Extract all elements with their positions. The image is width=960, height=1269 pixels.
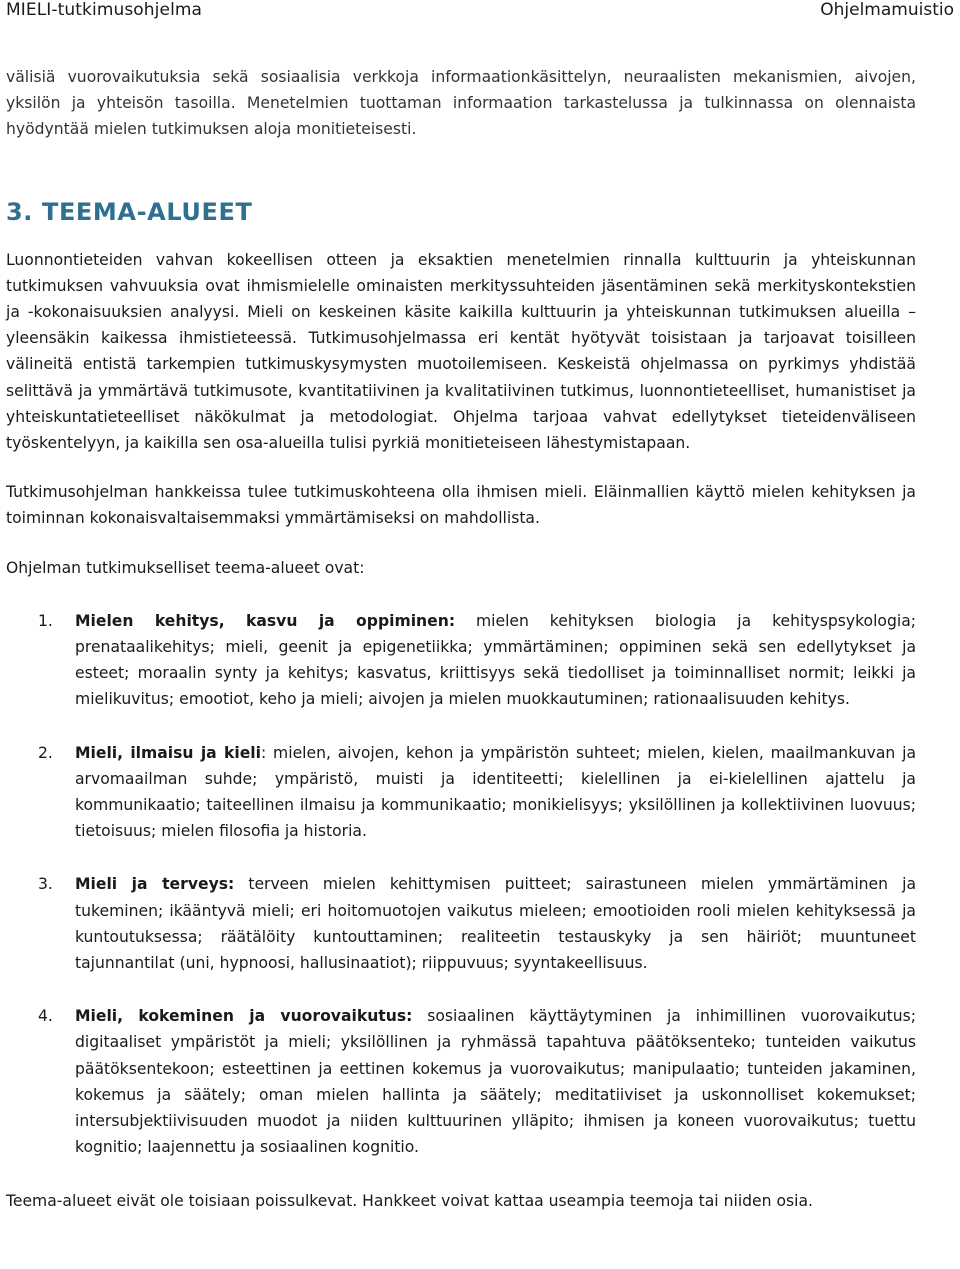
theme-title: Mieli, ilmaisu ja kieli — [75, 743, 261, 762]
intro-paragraph: välisiä vuorovaikutuksia sekä sosiaalisia verkkoja informaationkäsittelyn, neuraalisten mekanismien, aivojen, yksilön ja yhteisön tasoilla. Menetelmien tuottaman informaation tarkastelussa ja tulkinnassa on olennaista hyödyntää mielen tutkimuksen aloja monitieteisesti. — [6, 68, 916, 139]
theme-title: Mieli ja terveys: — [75, 875, 235, 894]
theme-description: mielen kehityksen biologia ja kehityspsykologia; prenataalikehitys; mieli, geenit ja epigenetiikka; ymmärtäminen; oppiminen sekä sen edellytykset ja esteet; moraalin synty ja kehitys; kasvatus, kriittisyys sekä tiedolliset ja toiminnalliset normit; leikki ja mielikuvitus; emootiot, keho ja mieli; aivojen ja mielen muokkautuminen; rationaalisuuden kehitys. — [75, 611, 917, 709]
theme-description: sosiaalinen käyttäytyminen ja inhimillinen vuorovaikutus; digitaaliset ympäristöt ja mieli; yksilöllinen ja ryhmässä tapahtuva päätöksenteko; tunteiden vaikutus päätöksentekoon; esteettinen ja eettinen kokemus ja vuorovaikutus; manipulaatio; tunteiden jakaminen, kokemus ja säätely; oman mielen hallinta ja säätely; meditatiiviset ja uskonnolliset kokemukset; intersubjektiivisuuden muodot ja niiden kulttuurinen ylläpito; ihmisen ja koneen vuorovaikutus; tuettu kognitio; laajennettu ja sosiaalinen kognitio. — [75, 1007, 917, 1157]
document-type: Ohjelmamuistio — [820, 0, 954, 20]
theme-number: 2. — [38, 743, 53, 762]
section-paragraph-1: Luonnontieteiden vahvan kokeellisen otteen ja eksaktien menetelmien rinnalla kulttuurin ja yhteiskunnan tutkimuksen vahvuuksia ovat ihmismielelle ominaisten merkityssuhteiden jäsentäminen sekä merkityskontekstien ja -kokonaisuuksien analyysi. Mieli on keskeinen käsite kaikilla kulttuurin ja yhteiskunnan tutkimuksen alueilla – yleensäkin kaikessa ihmistieteessä. Tutkimusohjelmassa eri kentät hyötyvät toisistaan ja tarjoavat toisilleen välineitä entistä tarkempien tutkimuskysymysten muotoilemiseen. Keskeistä ohjelmassa on pyrkimys yhdistää selittävä ja ymmärtävä tutkimusote, kvantitatiivinen ja kvalitatiivinen tutkimus, luonnontieteelliset, humanistiset ja yhteiskuntatieteelliset näkökulmat ja metodologiat. Ohjelma tarjoaa vahvat edellytykset tieteidenväliseen työskentelyyn, ja kaikilla sen osa-alueilla tulisi pyrkiä monitieteiseen lähestymistapaan. — [6, 250, 916, 453]
document-body — [6, 64, 916, 1214]
theme-number: 4. — [38, 1007, 53, 1026]
theme-number: 1. — [38, 611, 53, 630]
theme-title: Mielen kehitys, kasvu ja oppiminen: — [75, 611, 456, 630]
theme-number: 3. — [38, 875, 53, 894]
section-paragraph-2: Tutkimusohjelman hankkeissa tulee tutkimuskohteena olla ihmisen mieli. Eläinmallien käyttö mielen kehityksen ja toiminnan kokonaisvaltaisemmaksi ymmärtämiseksi on mahdollista. — [6, 483, 916, 528]
theme-title: Mieli, kokeminen ja vuorovaikutus: — [75, 1007, 413, 1026]
theme-list-intro: Ohjelman tutkimukselliset teema-alueet ovat: — [6, 558, 365, 577]
theme-item — [6, 871, 916, 976]
theme-item — [6, 608, 916, 713]
theme-description: : mielen, aivojen, kehon ja ympäristön suhteet; mielen, kielen, maailmankuvan ja arvomaailman suhde; ympäristö, muisti ja identiteetti; kielellinen ja ei-kielellinen ajattelu ja kommunikaatio; taiteellinen ilmaisu ja kommunikaatio; monikielisyys; yksilöllinen ja kollektiivinen luovuus; tietoisuus; mielen filosofia ja historia. — [75, 743, 916, 841]
theme-list — [6, 608, 916, 1161]
page-header — [0, 0, 960, 22]
program-name: MIELI-tutkimusohjelma — [6, 0, 203, 20]
section-heading: 3. TEEMA-ALUEET — [6, 197, 253, 226]
theme-item — [6, 1003, 916, 1160]
closing-note: Teema-alueet eivät ole toisiaan poissulkevat. Hankkeet voivat kattaa useampia teemoja tai niiden osia. — [6, 1191, 813, 1210]
theme-description: terveen mielen kehittymisen puitteet; sairastuneen mielen ymmärtäminen ja tukeminen; ikääntyvä mieli; eri hoitomuotojen vaikutus mieleen; emootioiden rooli mielen kehityksessä ja kuntoutuksessa; räätälöity kuntouttaminen; realiteetin testauskyky ja sen häiriöt; muuntuneet tajunnantilat (uni, hypnoosi, hallusinaatiot); riippuvuus; syyntakeellisuus. — [75, 875, 916, 973]
theme-item — [6, 740, 916, 845]
